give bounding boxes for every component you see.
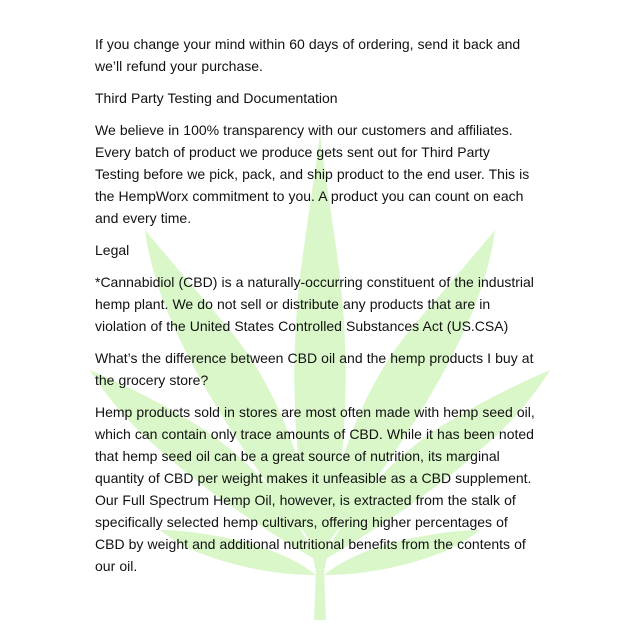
heading-legal: Legal	[95, 242, 130, 258]
paragraph-transparency: We believe in 100% transparency with our customers and affiliates. Every batch of product we produce gets sent out for Third Party Testing before we pick, pack, and ship product to the end user. This is the HempWorx commitment to you. A product you can count on each and every time.	[95, 122, 530, 226]
heading-third-party-testing: Third Party Testing and Documentation	[95, 90, 338, 106]
paragraph-cannabidiol: *Cannabidiol (CBD) is a naturally-occurring constituent of the industrial hemp plant. We do not sell or distribute any products that are in violation of the United States Controlled Substances Act (US.CSA)	[95, 274, 534, 334]
paragraph-refund: If you change your mind within 60 days of ordering, send it back and we’ll refund your purchase.	[95, 36, 521, 74]
heading-cbd-difference: What’s the difference between CBD oil and the hemp products I buy at the grocery store?	[95, 350, 534, 388]
document-body	[95, 33, 535, 587]
paragraph-hemp-products: Hemp products sold in stores are most often made with hemp seed oil, which can contain only trace amounts of CBD. While it has been noted that hemp seed oil can be a great source of nutrition, its marginal quantity of CBD per weight makes it unfeasible as a CBD supplement. Our Full Spectrum Hemp Oil, however, is extracted from the stalk of specifically selected hemp cultivars, offering higher percentages of CBD by weight and additional nutritional benefits from the contents of our oil.	[95, 404, 535, 574]
